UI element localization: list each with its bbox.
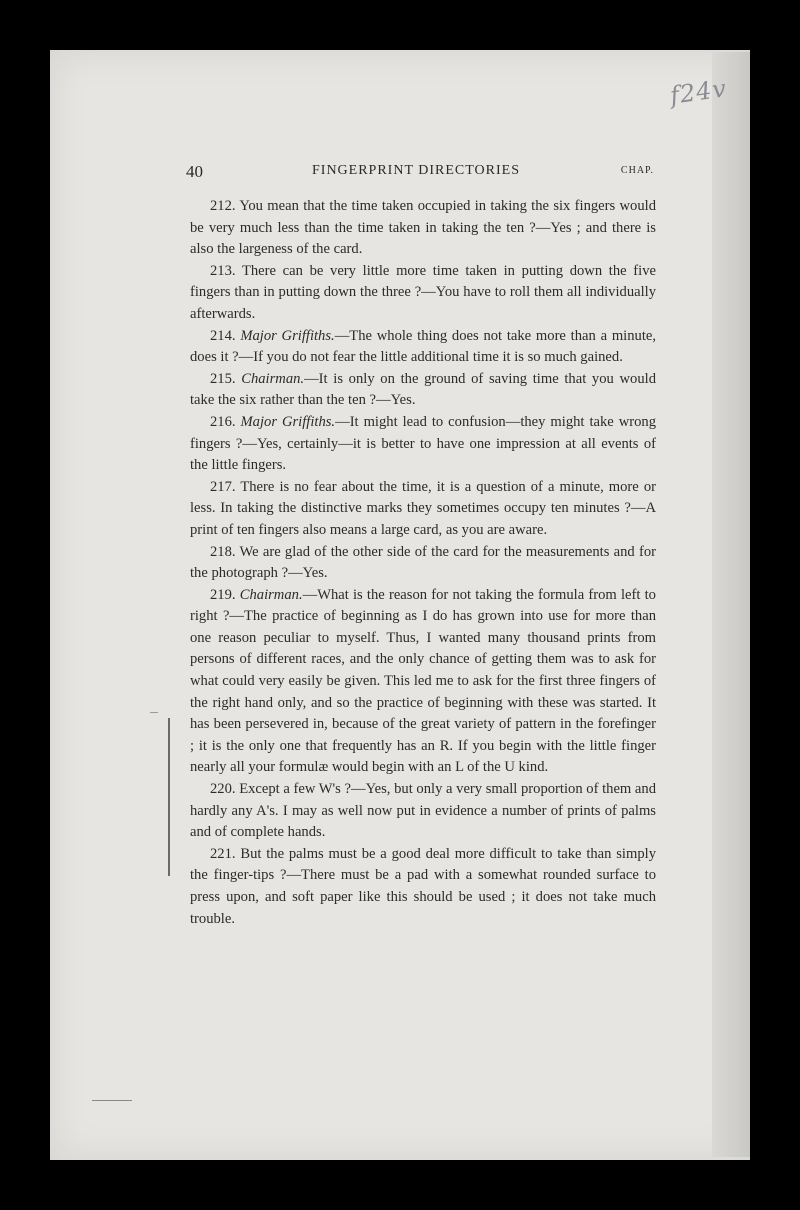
stray-mark (92, 1100, 132, 1101)
margin-mark (150, 712, 158, 713)
chapter-label: CHAP. (620, 165, 654, 176)
paragraph-213: 213. There can be very little more time taken in putting down the five fingers than in putting down the three ?—You have to roll them all individually afterwards. (190, 262, 656, 322)
running-title: FINGERPRINT DIRECTORIES (312, 163, 521, 178)
paragraph-217: 217. There is no fear about the time, it is a question of a minute, more or less. In taking the distinctive marks they sometimes occupy ten minutes ?—A print of ten fingers also means a large card, as you are aware. (190, 478, 656, 538)
paragraph-219: 219. Chairman.—What is the reason for not taking the formula from left to right ?—The practice of beginning as I do has grown into use for more than one reason peculiar to myself. Thus, I wanted many thousand prints from persons of different races, and the only chance of getting them was to ask for what could very easily be given. This led me to ask for the first three fingers of the right hand only, and so the practice of beginning with these was started. It has been persevered in, because of the great variety of pattern in the forefinger ; it is the only one that frequently has an R. If you begin with the little finger nearly all your formulæ would begin with an L of the U kind. (190, 586, 656, 776)
paragraph-214: 214. Major Griffiths.—The whole thing does not take more than a minute, does it ?—If you do not fear the little additional time it is so much gained. (190, 327, 656, 366)
page-edge-shadow (712, 52, 750, 1157)
page-number: 40 (186, 162, 203, 181)
paragraph-220: 220. Except a few W's ?—Yes, but only a very small proportion of them and hardly any A's. I may as well now put in evidence a number of prints of palms and of complete hands. (190, 781, 656, 841)
running-header (186, 162, 654, 184)
folio-annotation: f24v (668, 74, 729, 110)
margin-bracket-mark (168, 718, 170, 876)
paragraph-218: 218. We are glad of the other side of the card for the measurements and for the photograph ?—Yes. (190, 543, 656, 582)
speaker-name: Chairman. (239, 586, 303, 603)
speaker-name: Chairman. (241, 370, 305, 387)
paragraph-212: 212. You mean that the time taken occupied in taking the six fingers would be very much less than the time taken in taking the ten ?—Yes ; and there is also the largeness of the card. (190, 198, 656, 258)
body-text (190, 196, 656, 930)
speaker-name: Major Griffiths. (240, 413, 336, 430)
speaker-name: Major Griffiths. (240, 327, 335, 344)
paragraph-215: 215. Chairman.—It is only on the ground of saving time that you would take the six rather than the ten ?—Yes. (190, 370, 656, 409)
paragraph-216: 216. Major Griffiths.—It might lead to confusion—they might take wrong fingers ?—Yes, certainly—it is better to have one impression at all events of the little fingers. (190, 413, 657, 474)
paragraph-221: 221. But the palms must be a good deal more difficult to take than simply the finger-tips ?—There must be a pad with a somewhat rounded surface to press upon, and soft paper like this should be used ; it does not take much trouble. (190, 845, 656, 927)
